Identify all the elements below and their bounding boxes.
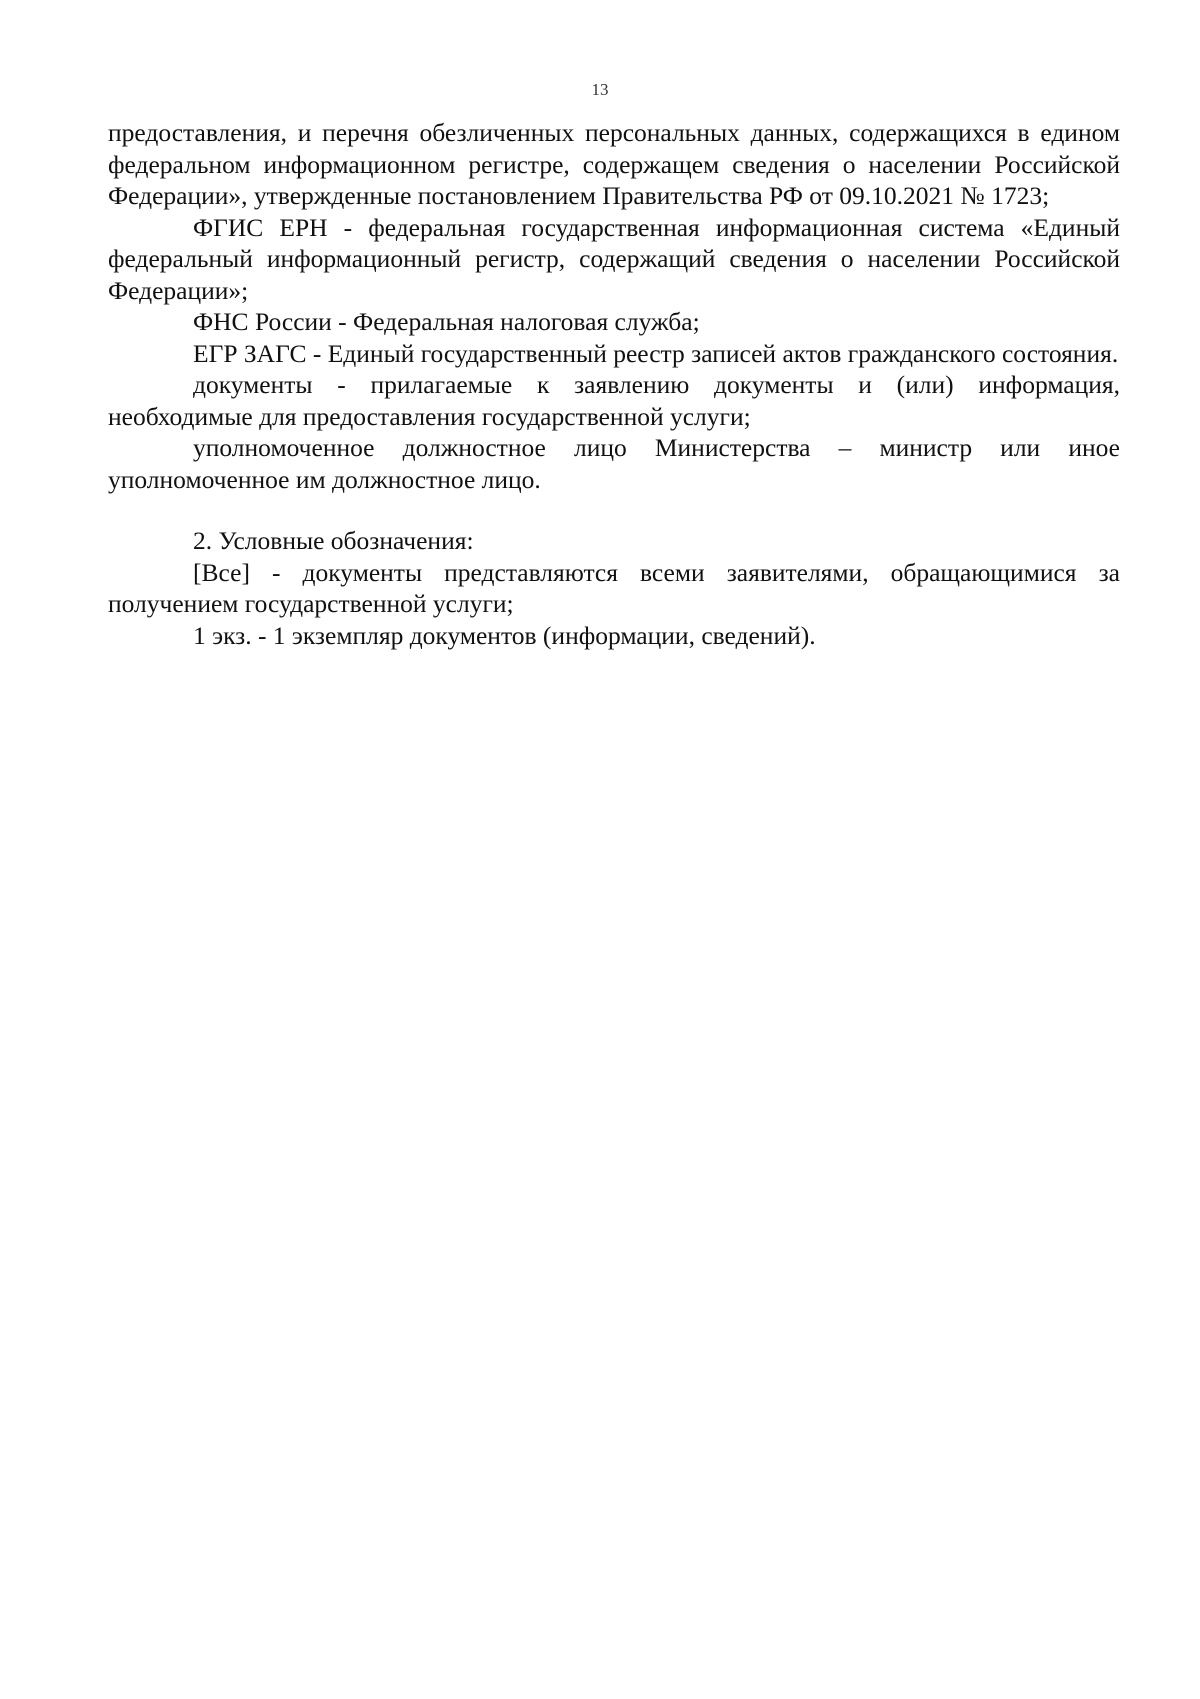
section-spacer [108, 495, 1120, 525]
paragraph-continuation: предоставления, и перечня обезличенных персональных данных, содержащихся в едином федеральном информационном регистре, содержащем сведения о населении Российской Федерации», утвержденные постановлением Правительства РФ от 09.10.2021 № 1723; [108, 118, 1120, 210]
definition-documents: документы - прилагаемые к заявлению документы и (или) информация, необходимые для предоставления государственной услуги; [108, 370, 1120, 431]
definition-egr-zags: ЕГР ЗАГС - Единый государственный реестр записей актов гражданского состояния. [193, 338, 1119, 368]
definition-fns: ФНС России - Федеральная налоговая служба; [193, 307, 700, 336]
page-number: 13 [591, 80, 609, 99]
definition-fgis-ern: ФГИС ЕРН - федеральная государственная информационная система «Единый федеральный информационный регистр, содержащий сведения о населении Российской Федерации»; [108, 212, 1120, 305]
document-body [108, 117, 1120, 651]
notation-all: [Все] - документы представляются всеми заявителями, обращающимися за получением государственной услуги; [108, 557, 1120, 618]
definition-authorized-official: уполномоченное должностное лицо Министерства – министр или иное уполномоченное им должностное лицо. [108, 433, 1120, 494]
notation-copies: 1 экз. - 1 экземпляр документов (информации, сведений). [193, 620, 816, 650]
section-heading-notations: 2. Условные обозначения: [193, 526, 474, 555]
